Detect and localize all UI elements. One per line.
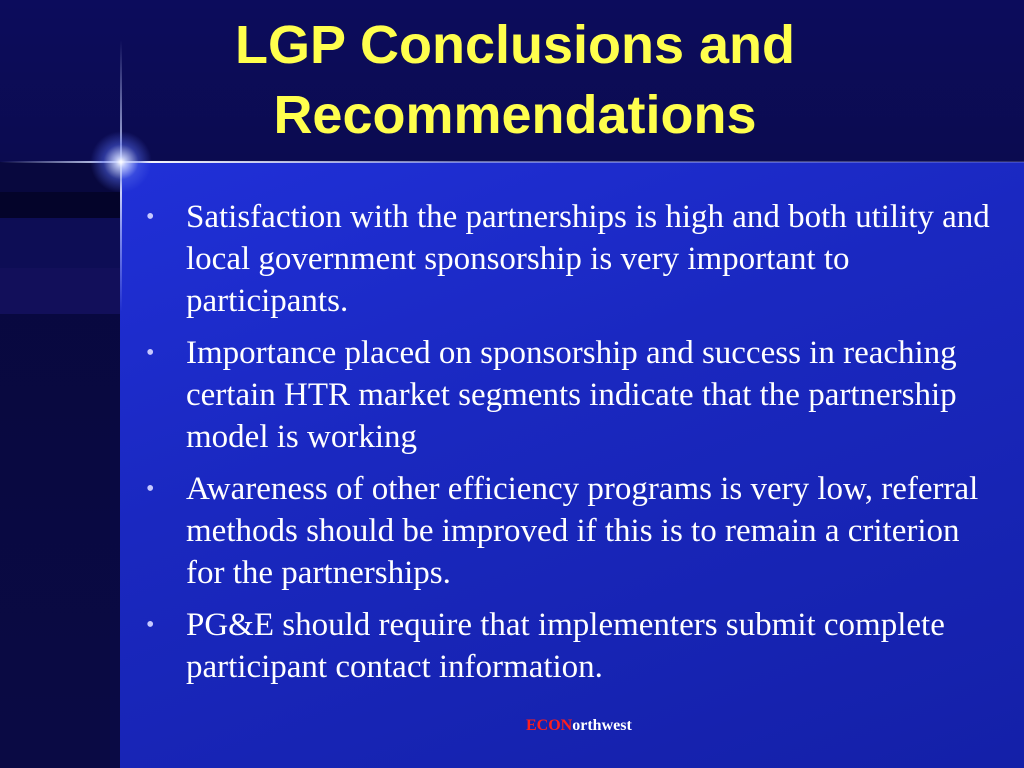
left-stripe <box>0 192 120 218</box>
bullet-text: Awareness of other efficiency programs is very low, referral methods should be improved if this is to remain a criterion for the partnerships. <box>186 471 979 591</box>
bullet-item <box>146 604 1006 688</box>
bullet-icon: • <box>146 340 155 366</box>
bullet-item <box>146 468 1006 594</box>
footer-logo <box>526 716 632 736</box>
bullet-list <box>146 196 1006 698</box>
bullet-item <box>146 332 1006 458</box>
bullet-icon: • <box>146 476 155 502</box>
bullet-text: Importance placed on sponsorship and success in reaching certain HTR market segments indicate that the partnership model is working <box>186 335 957 455</box>
bullet-icon: • <box>146 204 155 230</box>
slide-title-line2: Recommendations <box>273 85 757 145</box>
footer-logo-orthwest: orthwest <box>572 717 632 734</box>
footer-logo-econ: ECON <box>526 717 573 734</box>
bullet-text: PG&E should require that implementers submit complete participant contact information. <box>186 607 945 685</box>
bullet-icon: • <box>146 612 155 638</box>
slide-title <box>120 10 910 150</box>
star-flare-horizontal <box>0 161 1024 163</box>
left-stripe <box>0 218 120 268</box>
bullet-item <box>146 196 1006 322</box>
left-stripe <box>0 268 120 314</box>
bullet-text: Satisfaction with the partnerships is high and both utility and local government sponsorship is very important to participants. <box>186 199 990 319</box>
slide-title-line1: LGP Conclusions and <box>234 15 796 75</box>
left-band <box>0 162 120 768</box>
